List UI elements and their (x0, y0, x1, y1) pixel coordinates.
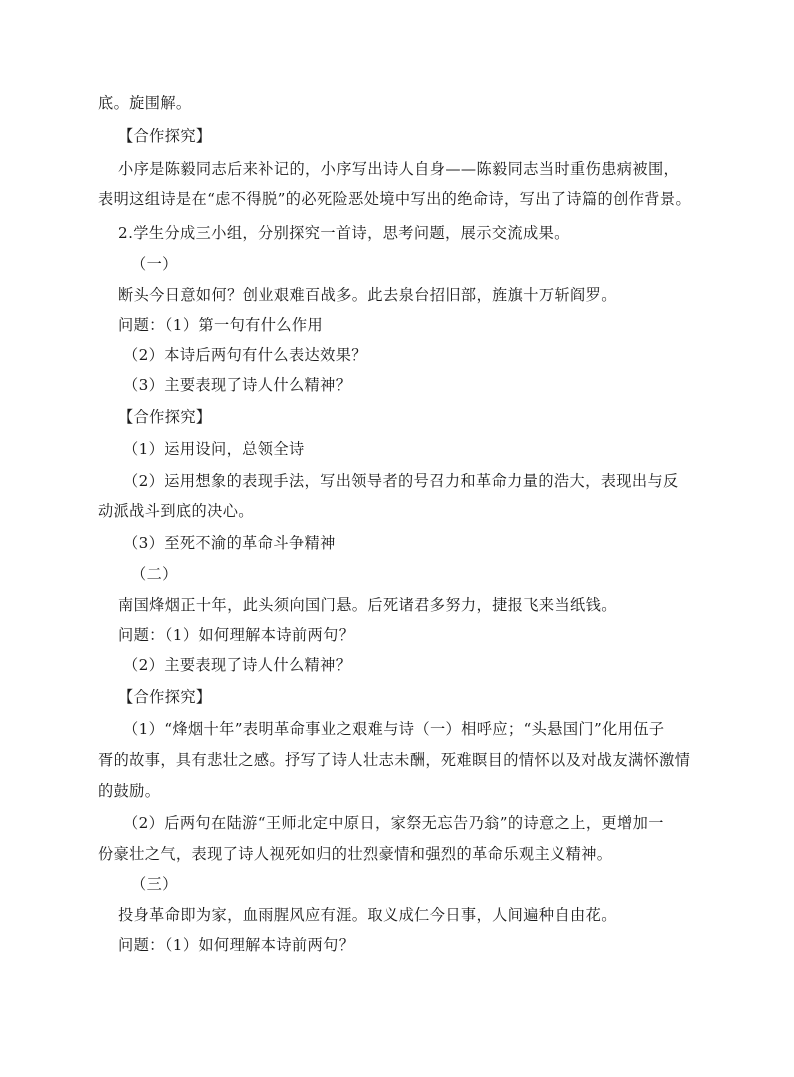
question-line: 问题：（1）第一句有什么作用 (118, 316, 324, 334)
poem-number-heading: （三） (131, 875, 178, 893)
answer-line: 份豪壮之气，表现了诗人视死如归的壮烈豪情和强烈的革命乐观主义精神。 (98, 845, 613, 863)
section-heading-cooperative-inquiry: 【合作探究】 (118, 127, 212, 145)
answer-line: 胥的故事，具有悲壮之感。抒写了诗人壮志未酬，死难瞑目的情怀以及对战友满怀激情 (98, 751, 691, 769)
answer-line: （1）“烽烟十年”表明革命事业之艰难与诗（一）相呼应；“头悬国门”化用伍子 (123, 720, 665, 738)
answer-line: 的鼓励。 (98, 782, 161, 800)
poem-number-heading: （二） (131, 565, 178, 583)
answer-line: （2）运用想象的表现手法，写出领导者的号召力和革命力量的浩大，表现出与反 (123, 472, 679, 490)
answer-line: （1）运用设问，总领全诗 (123, 440, 305, 458)
section-heading-cooperative-inquiry: 【合作探究】 (118, 688, 212, 706)
poem-number-heading: （一） (131, 255, 178, 273)
question-line: （2）主要表现了诗人什么精神？ (123, 656, 352, 674)
question-line: （2）本诗后两句有什么表达效果？ (123, 346, 367, 364)
answer-line: （3）至死不渝的革命斗争精神 (123, 534, 336, 552)
question-line: （3）主要表现了诗人什么精神？ (123, 376, 352, 394)
text-line-continuation: 底。旋围解。 (98, 94, 192, 112)
answer-line: （2）后两句在陆游“王师北定中原日，家祭无忘告乃翁”的诗意之上，更增加一 (123, 814, 664, 832)
question-line: 问题：（1）如何理解本诗前两句？ (118, 936, 355, 954)
section-heading-cooperative-inquiry: 【合作探究】 (118, 408, 212, 426)
paragraph-line: 小序是陈毅同志后来补记的，小序写出诗人自身——陈毅同志当时重伤患病被围， (118, 160, 680, 178)
paragraph-line: 表明这组诗是在“虑不得脱”的必死险恶处境中写出的绝命诗，写出了诗篇的创作背景。 (98, 190, 692, 208)
poem-text: 投身革命即为家，血雨腥风应有涯。取义成仁今日事，人间遍种自由花。 (118, 906, 617, 924)
question-line: 问题：（1）如何理解本诗前两句？ (118, 626, 355, 644)
paragraph-line: 2.学生分成三小组，分别探究一首诗，思考问题，展示交流成果。 (118, 224, 570, 242)
answer-line: 动派战斗到底的决心。 (98, 502, 254, 520)
poem-text: 断头今日意如何？创业艰难百战多。此去泉台招旧部，旌旗十万斩阎罗。 (118, 286, 617, 304)
poem-text: 南国烽烟正十年，此头须向国门悬。后死诸君多努力，捷报飞来当纸钱。 (118, 596, 617, 614)
